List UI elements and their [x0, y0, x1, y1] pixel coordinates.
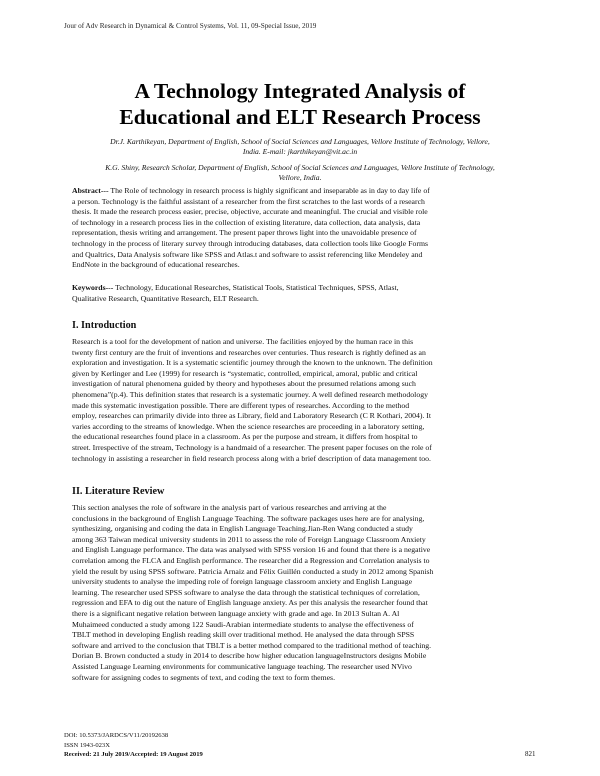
- label: Abstract---: [72, 186, 109, 195]
- text-line: Qualitative Research, Quantitative Research, ELT Research.: [72, 293, 259, 303]
- text-line: [72, 283, 530, 294]
- text-line: technology in the process of literary survey through introducing databases, data collection tools like Google Forms: [72, 238, 428, 248]
- text-line: and English Language performance. The data was analysed with SPSS version 16 and found that there is a negative: [72, 545, 431, 555]
- text-line: Muhaimeed conducted a study among 122 Saudi-Arabian intermediate students to analyse the effectiveness of: [72, 619, 414, 629]
- received-accepted: Received: 21 July 2019/Accepted: 19 August 2019: [64, 751, 203, 759]
- title-line-2: Educational and ELT Research Process: [119, 105, 481, 129]
- text-line: twenty first century are the fruit of inventions and researches over centuries. Thus research is rightly defined as an: [72, 347, 426, 357]
- text-line: conclusions in the background of English Language Teaching. The software packages uses here are for analysing,: [72, 513, 425, 523]
- text-line: software for assigning codes to segments of text, and coding the text to form themes.: [72, 672, 336, 682]
- section-heading-introduction: I. Introduction: [72, 320, 137, 331]
- paper-title: [60, 78, 540, 130]
- author-1-line-2: India. E-mail: jkarthikeyan@vit.ac.in: [242, 147, 358, 157]
- text-line: yield the result by using SPSS software. Patricia Arnaiz and Félix Guillén conducted a study in 2012 among Spanish: [72, 566, 434, 576]
- text-line: there is a significant negative relation between language anxiety with grade and age. In 2013 Sultan A. Al: [72, 608, 400, 618]
- text-line: EndNote in the background of educational researches.: [72, 260, 240, 270]
- text-line: learning. The researcher used SPSS software to analyse the data through the statistical techniques of correlation,: [72, 587, 420, 597]
- doi: DOI: 10.5373/JARDCS/V11/20192638: [64, 732, 169, 739]
- text-line: correlation among the FLCA and English performance. The researcher did a Regression and Correlation analysis to: [72, 555, 430, 565]
- text-line: synthesizing, organising and coding the data in English Language Teaching.Jian-Ren Wang conducted a study: [72, 524, 413, 534]
- footer: [64, 731, 203, 760]
- text-line: employ, researches can primarily divide into three as Library, field and Laboratory Research (C R Kothari, 2004). It: [72, 411, 432, 421]
- author-2-line-2: Vellore, India.: [278, 173, 322, 183]
- text-line: technology in assisting a researcher in field research process along with a brief description of data management too.: [72, 453, 431, 463]
- issn: ISSN 1943-023X: [64, 741, 110, 749]
- literature-review-body: [72, 503, 530, 683]
- author-1-line-1: Dr.J. Karthikeyan, Department of English, School of Social Sciences and Languages, Vellore Institute of Technology, Vellore,: [110, 137, 490, 146]
- author-block: [68, 137, 532, 189]
- author-2: [68, 163, 532, 184]
- text-line: investigation of natural phenomena guided by theory and hypotheses about the presumed relations among such: [72, 379, 416, 389]
- text-line: regression and EFA to dig out the nature of English language anxiety. As per this analysis the researcher found that: [72, 598, 428, 608]
- text-line: a person. Technology is the faithful assistant of a researcher from the first scratches to the last words of a research: [72, 196, 425, 206]
- text-line: the educational researches found place in a classroom. As per the purpose and stream, it differs from hospital to: [72, 432, 418, 442]
- text-line: made this systematic investigation possible. There are different types of researches. According to the method: [72, 400, 410, 410]
- section-heading-literature-review: II. Literature Review: [72, 486, 165, 497]
- keywords: [72, 283, 530, 304]
- text-line: and Qualtrics, Data Analysis software like SPSS and Atlas.t and software to assist referencing like Mendeley and: [72, 249, 423, 259]
- text-line: given by Kerlinger and Lee (1999) for research is “systematic, controlled, empirical, amoral, public and critical: [72, 368, 418, 378]
- text: Technology, Educational Researches, Statistical Tools, Statistical Techniques, SPSS, Atlast,: [113, 283, 399, 292]
- text-line: representation, thesis writing and arrangement. The present paper throws light into the unavoidable presence of: [72, 228, 417, 238]
- journal-header: Jour of Adv Research in Dynamical & Control Systems, Vol. 11, 09-Special Issue, 2019: [64, 22, 317, 30]
- text-line: thesis. It made the research process easier, precise, objective, accurate and meaningful. The crucial and visible role: [72, 207, 428, 217]
- text-line: Research is a tool for the development of nation and universe. The facilities enjoyed by the human race in this: [72, 337, 414, 346]
- text-line: of technology in a research process lies in the collection of existing literature, data collection, data analysis, data: [72, 217, 421, 227]
- label: Keywords---: [72, 283, 114, 292]
- text-line: varies according to the streams of knowledge. When the science researches are proceeding in a laboratory setting,: [72, 421, 425, 431]
- text-line: university students to analyse the impeding role of foreign language classroom anxiety and English Language: [72, 577, 413, 587]
- title-line-1: A Technology Integrated Analysis of: [134, 79, 466, 103]
- text: The Role of technology in research process is highly significant and inseparable as in day to day life of: [108, 186, 430, 195]
- text-line: This section analyses the role of software in the analysis part of various researches and arriving at the: [72, 503, 387, 512]
- abstract: [72, 186, 530, 271]
- text-line: Assisted Language Learning environments for communicative language teaching. The researcher used NVivo: [72, 661, 412, 671]
- author-1: [68, 137, 532, 158]
- text-line: [72, 186, 530, 197]
- introduction-body: [72, 337, 530, 464]
- text-line: software and arrived to the conclusion that TBLT is a better method compared to the traditional method of teaching.: [72, 640, 432, 650]
- page-number: 821: [525, 750, 536, 758]
- text-line: Dorian B. Brown conducted a study in 2014 to describe how higher education languageInstructors designs Mobile: [72, 651, 427, 661]
- text-line: phenomena”(p.4). This definition states that research is a systematic journey. A well defined research methodology: [72, 389, 428, 399]
- text-line: TBLT method in developing English reading skill over traditional method. He analysed the data through SPSS: [72, 630, 415, 640]
- text-line: street. Irrespective of the stream, Technology is a handmaid of a researcher. The present paper focuses on the role of: [72, 442, 432, 452]
- text-line: exploration and investigation. It is a systematic scientific journey through the known to the unknown. The definition: [72, 358, 433, 368]
- author-2-line-1: K.G. Shiny, Research Scholar, Department of English, School of Social Sciences and Languages, Vellore Institute of Technology,: [105, 162, 495, 172]
- text-line: among 363 Taiwan medical university students in 2011 to assess the role of Foreign Language Classroom Anxiety: [72, 534, 426, 544]
